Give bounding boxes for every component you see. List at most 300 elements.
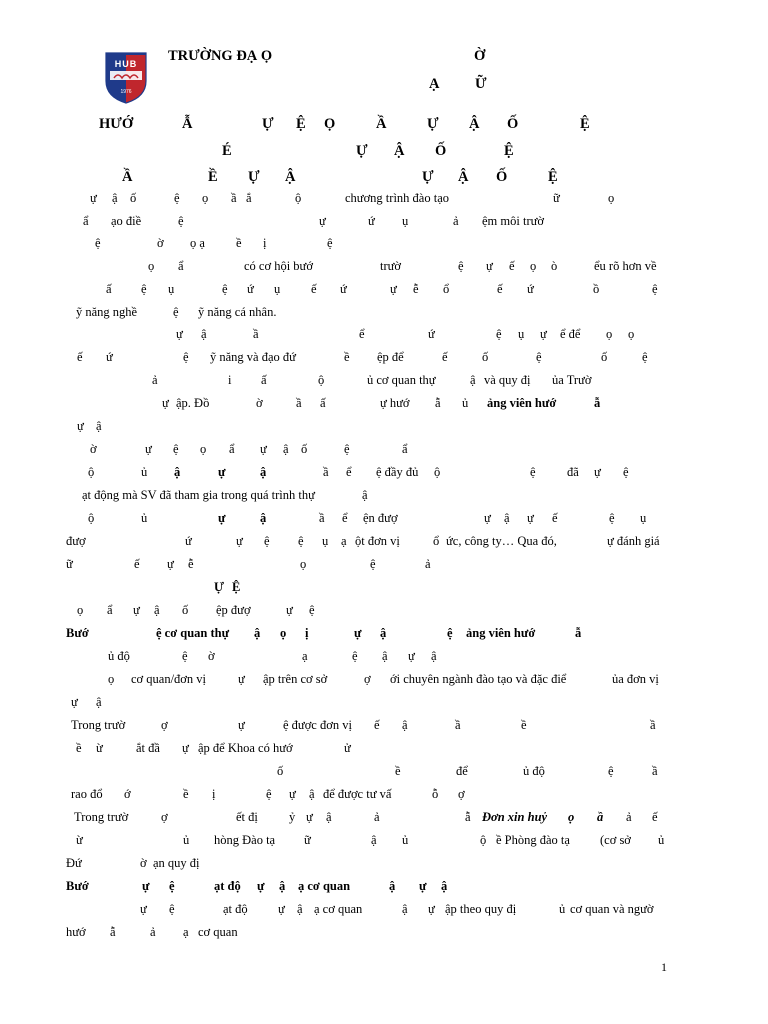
title-fragment: Ầ: [122, 169, 133, 185]
text-fragment: i: [228, 373, 232, 387]
title-fragment: HƯỚ: [99, 116, 134, 132]
text-fragment: ỹ năng cá nhân.: [198, 305, 277, 319]
text-fragment: ẩ: [107, 603, 113, 617]
text-fragment: ộ: [480, 833, 487, 847]
text-line: [0, 461, 768, 483]
text-fragment: ự: [390, 282, 397, 296]
text-fragment: ấ: [106, 282, 112, 296]
text-fragment: ậ: [504, 511, 510, 525]
text-fragment: ụ: [322, 534, 329, 548]
text-fragment: ự: [354, 626, 362, 640]
text-fragment: ẫ: [575, 626, 582, 640]
text-fragment: ức, công ty… Qua đó,: [446, 534, 557, 548]
text-fragment: ọ: [202, 191, 209, 205]
text-fragment: ậ: [297, 902, 303, 916]
text-fragment: ự: [428, 902, 435, 916]
text-fragment: ế: [497, 282, 503, 296]
text-fragment: đượ: [66, 534, 86, 548]
text-fragment: ể: [342, 511, 348, 525]
text-fragment: ề Phòng đào tạ: [496, 833, 570, 847]
text-fragment: ề: [183, 787, 189, 801]
text-fragment: ọ: [280, 626, 287, 640]
text-fragment: ừ: [96, 741, 103, 755]
text-fragment: ệ: [169, 879, 175, 893]
text-fragment: ộ: [434, 465, 441, 479]
text-fragment: ệp để: [377, 350, 404, 364]
text-fragment: ứ: [340, 282, 347, 296]
text-fragment: ự: [286, 603, 293, 617]
text-fragment: ầ: [650, 718, 656, 732]
text-fragment: ự: [77, 419, 84, 433]
text-fragment: ủ độ: [108, 649, 130, 663]
text-fragment: ạt độ: [214, 879, 241, 893]
text-fragment: ự: [486, 259, 493, 273]
text-fragment: ự: [278, 902, 285, 916]
text-fragment: ờ: [208, 649, 215, 663]
text-fragment: ạ cơ quan: [314, 902, 363, 916]
text-fragment: ệ: [95, 236, 101, 250]
text-fragment: ệ: [178, 214, 184, 228]
text-fragment: ấ: [261, 373, 267, 387]
text-fragment: ớ: [124, 787, 131, 801]
text-fragment: ạ: [302, 649, 308, 663]
text-fragment: ẩ: [229, 442, 235, 456]
text-fragment: ự: [236, 534, 243, 548]
text-fragment: ọ: [300, 557, 307, 571]
text-fragment: ố: [130, 191, 137, 205]
text-fragment: ả: [453, 214, 459, 228]
text-fragment: ệ: [496, 327, 502, 341]
text-fragment: ế: [652, 810, 658, 824]
text-line: [0, 875, 768, 897]
text-fragment: Trong trườ: [71, 718, 126, 732]
hub-shield-icon: [104, 51, 148, 105]
text-fragment: ự: [260, 442, 267, 456]
text-fragment: ệ: [174, 191, 180, 205]
text-fragment: ệ được đơn vị: [283, 718, 352, 732]
text-fragment: ề: [344, 350, 350, 364]
text-fragment: ện đượ: [363, 511, 398, 525]
text-fragment: ủ: [183, 833, 190, 847]
text-fragment: ổ: [443, 282, 450, 296]
text-fragment: ố: [482, 350, 489, 364]
text-fragment: ậ: [380, 626, 387, 640]
title-fragment: Ệ: [296, 116, 306, 132]
text-fragment: (cơ sở: [600, 833, 631, 847]
text-fragment: ẫ: [594, 396, 601, 410]
text-fragment: Đứ: [66, 856, 82, 870]
text-line: [0, 898, 768, 920]
text-fragment: ứ: [185, 534, 192, 548]
text-fragment: ẩ: [178, 259, 184, 273]
text-fragment: ệ: [327, 236, 333, 250]
text-fragment: cơ quan: [198, 925, 238, 939]
text-line: [0, 415, 768, 437]
text-fragment: ợ: [161, 810, 168, 824]
title-fragment: Ệ: [504, 143, 514, 159]
text-fragment: ậ: [112, 191, 118, 205]
title-fragment: Ố: [496, 169, 508, 185]
text-line: [0, 668, 768, 690]
title-fragment: Ự: [422, 169, 434, 185]
text-fragment: ọ: [530, 259, 537, 273]
text-fragment: ụ: [640, 511, 647, 525]
text-line: [0, 232, 768, 254]
text-fragment: rao đổ: [71, 787, 103, 801]
text-fragment: ậ: [283, 442, 289, 456]
text-fragment: ạt độ: [223, 902, 248, 916]
text-line: [0, 187, 768, 209]
title-fragment: Ố: [507, 116, 519, 132]
text-fragment: ờ: [140, 856, 147, 870]
title-fragment: Ậ: [469, 116, 480, 132]
text-fragment: ụ: [518, 327, 525, 341]
school-logo: [104, 51, 148, 105]
text-fragment: ế: [311, 282, 317, 296]
text-fragment: ủ: [658, 833, 665, 847]
text-line: [0, 530, 768, 552]
title-line1: [0, 113, 768, 137]
text-fragment: ạ: [183, 925, 189, 939]
text-fragment: ậ: [402, 902, 408, 916]
text-line: [0, 255, 768, 277]
text-fragment: ập để Khoa có hướ: [198, 741, 293, 755]
text-fragment: ệ: [169, 902, 175, 916]
text-line: [0, 484, 768, 506]
text-fragment: Đơn xin huỷ: [482, 810, 548, 824]
text-line: [0, 691, 768, 713]
text-fragment: ử: [344, 741, 351, 755]
text-fragment: ệ: [173, 305, 179, 319]
text-fragment: ụ: [402, 214, 409, 228]
text-fragment: ầ: [597, 810, 604, 824]
text-fragment: ị: [212, 787, 216, 801]
text-fragment: ệ: [141, 282, 147, 296]
text-fragment: ậ: [174, 465, 181, 479]
text-fragment: ệ: [623, 465, 629, 479]
text-line: [0, 737, 768, 759]
text-line: [0, 369, 768, 391]
text-fragment: ự: [162, 396, 169, 410]
text-fragment: ậ: [371, 833, 377, 847]
text-fragment: ứ: [247, 282, 254, 296]
text-fragment: ạ cơ quan: [298, 879, 351, 893]
title-fragment: Ề: [208, 169, 218, 185]
text-fragment: ừ: [76, 833, 83, 847]
text-fragment: hòng Đào tạ: [214, 833, 276, 847]
text-fragment: ự: [540, 327, 547, 341]
text-fragment: ự: [527, 511, 534, 525]
title-fragment: Ậ: [285, 169, 296, 185]
text-line: [0, 829, 768, 851]
text-fragment: Ự: [214, 580, 224, 594]
text-line: [0, 783, 768, 805]
school-name: TRƯỜNG ĐẠ Ọ: [168, 48, 273, 64]
school-name-right: Ờ: [474, 48, 486, 64]
text-fragment: ế: [374, 718, 380, 732]
text-fragment: ứ: [428, 327, 435, 341]
text-fragment: ế: [509, 259, 515, 273]
text-fragment: ứ: [527, 282, 534, 296]
text-line: [0, 438, 768, 460]
text-line: [0, 392, 768, 414]
text-fragment: ả: [626, 810, 632, 824]
title-line2: [0, 140, 768, 164]
text-fragment: ộ: [88, 511, 95, 525]
text-fragment: ỹ năng và đạo đứ: [210, 350, 296, 364]
text-fragment: ậ: [96, 695, 102, 709]
text-line: [0, 806, 768, 828]
text-fragment: ể để: [560, 327, 581, 341]
header-subtitle-2: Ữ: [475, 76, 487, 92]
text-line: [0, 346, 768, 368]
text-fragment: ệ: [173, 442, 179, 456]
text-fragment: có cơ hội bướ: [244, 259, 313, 273]
title-fragment: Ẫ: [182, 116, 193, 132]
text-fragment: ệ đầy đủ: [376, 465, 419, 479]
text-fragment: ự: [257, 879, 265, 893]
text-fragment: ề: [236, 236, 242, 250]
text-fragment: ọ: [77, 603, 84, 617]
text-fragment: ố: [301, 442, 308, 456]
text-fragment: ậ: [309, 787, 315, 801]
text-fragment: ập theo quy đị: [445, 902, 517, 916]
text-fragment: ụ: [168, 282, 175, 296]
text-fragment: ảng viên hướ: [487, 396, 557, 410]
text-fragment: ị: [263, 236, 267, 250]
text-fragment: ọ ạ: [190, 236, 205, 250]
text-fragment: ờ: [90, 442, 97, 456]
text-fragment: ạn quy đị: [153, 856, 200, 870]
text-fragment: ệ: [344, 442, 350, 456]
text-fragment: ệ: [183, 350, 189, 364]
text-fragment: ả: [374, 810, 380, 824]
text-fragment: ủ: [141, 511, 148, 525]
text-fragment: ữ: [66, 557, 73, 571]
text-line: [0, 714, 768, 736]
text-fragment: ệ: [642, 350, 648, 364]
text-fragment: ểu rõ hơn về: [594, 259, 657, 273]
text-fragment: ự: [90, 191, 97, 205]
text-fragment: ồ: [593, 282, 600, 296]
text-line: [0, 210, 768, 232]
text-fragment: ệ: [608, 764, 614, 778]
text-fragment: ự: [167, 557, 174, 571]
text-fragment: ệm môi trườ: [482, 214, 544, 228]
text-fragment: ậ: [470, 373, 476, 387]
text-fragment: ễ: [188, 557, 194, 571]
title-fragment: Ự: [248, 169, 260, 185]
text-fragment: ề: [395, 764, 401, 778]
text-fragment: ủa Trườ: [552, 373, 592, 387]
text-fragment: ợ: [364, 672, 371, 686]
text-fragment: ủ: [559, 902, 566, 916]
text-fragment: và quy đị: [484, 373, 531, 387]
text-fragment: Bướ: [66, 879, 89, 893]
title-fragment: Ự: [356, 143, 368, 159]
text-fragment: ự: [142, 879, 150, 893]
text-fragment: ậ: [279, 879, 286, 893]
text-fragment: ả: [152, 373, 158, 387]
text-fragment: ố: [182, 603, 189, 617]
text-fragment: ẫ: [465, 810, 471, 824]
text-fragment: ệ: [447, 626, 453, 640]
text-fragment: ữ: [304, 833, 311, 847]
text-fragment: ự: [238, 672, 245, 686]
text-fragment: ệ: [652, 282, 658, 296]
text-fragment: ầ: [231, 191, 237, 205]
text-fragment: ự: [408, 649, 415, 663]
text-fragment: ố: [601, 350, 608, 364]
text-line: [0, 553, 768, 575]
text-fragment: ộ: [88, 465, 95, 479]
text-fragment: để được tư vấ: [323, 787, 392, 801]
title-fragment: Ự: [427, 116, 439, 132]
text-fragment: Bướ: [66, 626, 89, 640]
text-fragment: ạt động mà SV đã tham gia trong quá trình thự: [82, 488, 315, 502]
text-fragment: ậ: [326, 810, 332, 824]
text-fragment: Ệ: [232, 580, 241, 594]
text-fragment: ọ: [606, 327, 613, 341]
text-fragment: Trong trườ: [74, 810, 129, 824]
text-fragment: ứ: [368, 214, 375, 228]
title-fragment: Ọ: [324, 116, 336, 132]
text-fragment: ảng viên hướ: [466, 626, 536, 640]
text-line: [0, 852, 768, 874]
text-fragment: ự: [289, 787, 296, 801]
logo-year: 1976: [120, 89, 132, 95]
text-fragment: ề: [76, 741, 82, 755]
text-fragment: ự: [71, 695, 78, 709]
text-fragment: ọ: [200, 442, 207, 456]
text-line: [0, 599, 768, 621]
text-fragment: ủ: [402, 833, 409, 847]
text-fragment: ẫ: [110, 925, 116, 939]
text-fragment: ệ: [309, 603, 315, 617]
text-fragment: cơ quan và ngườ: [570, 902, 654, 916]
text-fragment: ỹ năng nghề: [76, 305, 138, 319]
text-fragment: ệ: [370, 557, 376, 571]
text-fragment: ầ: [296, 396, 302, 410]
text-fragment: ự: [182, 741, 189, 755]
text-fragment: ệ: [182, 649, 188, 663]
text-fragment: ủa đơn vị: [612, 672, 659, 686]
text-fragment: ệ: [536, 350, 542, 364]
text-fragment: ọ: [608, 191, 615, 205]
text-fragment: ọ: [108, 672, 115, 686]
text-fragment: ệ: [530, 465, 536, 479]
text-line: [0, 576, 768, 598]
text-fragment: ẩ: [402, 442, 408, 456]
text-fragment: ế: [552, 511, 558, 525]
text-fragment: ự: [140, 902, 147, 916]
text-fragment: ự: [145, 442, 152, 456]
text-fragment: ự: [419, 879, 427, 893]
text-fragment: ự đánh giá: [607, 534, 660, 548]
text-fragment: ầ: [323, 465, 329, 479]
title-fragment: Ậ: [458, 169, 469, 185]
text-fragment: ộ: [318, 373, 325, 387]
title-fragment: Ệ: [580, 116, 590, 132]
text-fragment: ập. Đồ: [176, 396, 210, 410]
text-fragment: ọ: [628, 327, 635, 341]
text-fragment: ột đơn vị: [355, 534, 400, 548]
text-fragment: ậ: [260, 511, 267, 525]
text-fragment: đã: [567, 465, 579, 479]
text-fragment: để: [456, 764, 468, 778]
text-fragment: ự: [176, 327, 183, 341]
text-fragment: ệ: [609, 511, 615, 525]
title-fragment: Ậ: [394, 143, 405, 159]
text-fragment: ọ: [148, 259, 155, 273]
text-fragment: ủ: [141, 465, 148, 479]
text-fragment: ệ cơ quan thự: [156, 626, 230, 640]
text-fragment: ự hướ: [380, 396, 410, 410]
text-fragment: ế: [77, 350, 83, 364]
title-fragment: Ự: [262, 116, 274, 132]
text-fragment: ệ: [266, 787, 272, 801]
text-fragment: trườ: [380, 259, 402, 273]
text-fragment: ấ: [320, 396, 326, 410]
text-fragment: ậ: [382, 649, 388, 663]
text-fragment: ự: [594, 465, 601, 479]
text-fragment: ệ: [222, 282, 228, 296]
title-fragment: Ầ: [376, 116, 387, 132]
text-fragment: ậ: [201, 327, 207, 341]
text-fragment: ị: [305, 626, 309, 640]
text-fragment: ọ: [568, 810, 575, 824]
text-fragment: ệ: [352, 649, 358, 663]
text-line: [0, 622, 768, 644]
text-fragment: ế: [134, 557, 140, 571]
text-fragment: ậ: [154, 603, 160, 617]
text-fragment: ới chuyên ngành đào tạo và đặc điể: [390, 672, 567, 686]
text-fragment: ỷ: [289, 810, 296, 824]
text-fragment: ự: [238, 718, 245, 732]
text-fragment: ộ: [295, 191, 302, 205]
text-line: [0, 921, 768, 943]
text-fragment: ủ: [462, 396, 469, 410]
text-fragment: ễ: [413, 282, 419, 296]
text-line: [0, 278, 768, 300]
title-fragment: Ệ: [548, 169, 558, 185]
text-fragment: ầ: [652, 764, 658, 778]
text-line: [0, 301, 768, 323]
text-line: [0, 760, 768, 782]
text-fragment: ậ: [389, 879, 396, 893]
text-fragment: cơ quan/đơn vị: [131, 672, 207, 686]
text-fragment: ả: [425, 557, 431, 571]
text-fragment: ậ: [260, 465, 267, 479]
text-fragment: ủ cơ quan thự: [367, 373, 436, 387]
text-fragment: ợ: [458, 787, 465, 801]
text-fragment: ậ: [441, 879, 448, 893]
title-fragment: É: [222, 143, 232, 159]
text-fragment: ủ độ: [523, 764, 545, 778]
text-fragment: ắt đầ: [136, 741, 160, 755]
text-fragment: ổ: [433, 534, 440, 548]
text-fragment: ụ: [274, 282, 281, 296]
text-fragment: ậ: [362, 488, 368, 502]
text-fragment: ẫ: [435, 396, 441, 410]
text-fragment: ự: [218, 465, 226, 479]
text-fragment: ậ: [431, 649, 437, 663]
text-fragment: ự: [484, 511, 491, 525]
text-fragment: ệ: [298, 534, 304, 548]
text-fragment: ầ: [319, 511, 325, 525]
text-fragment: ữ: [553, 191, 560, 205]
text-fragment: ầ: [455, 718, 461, 732]
